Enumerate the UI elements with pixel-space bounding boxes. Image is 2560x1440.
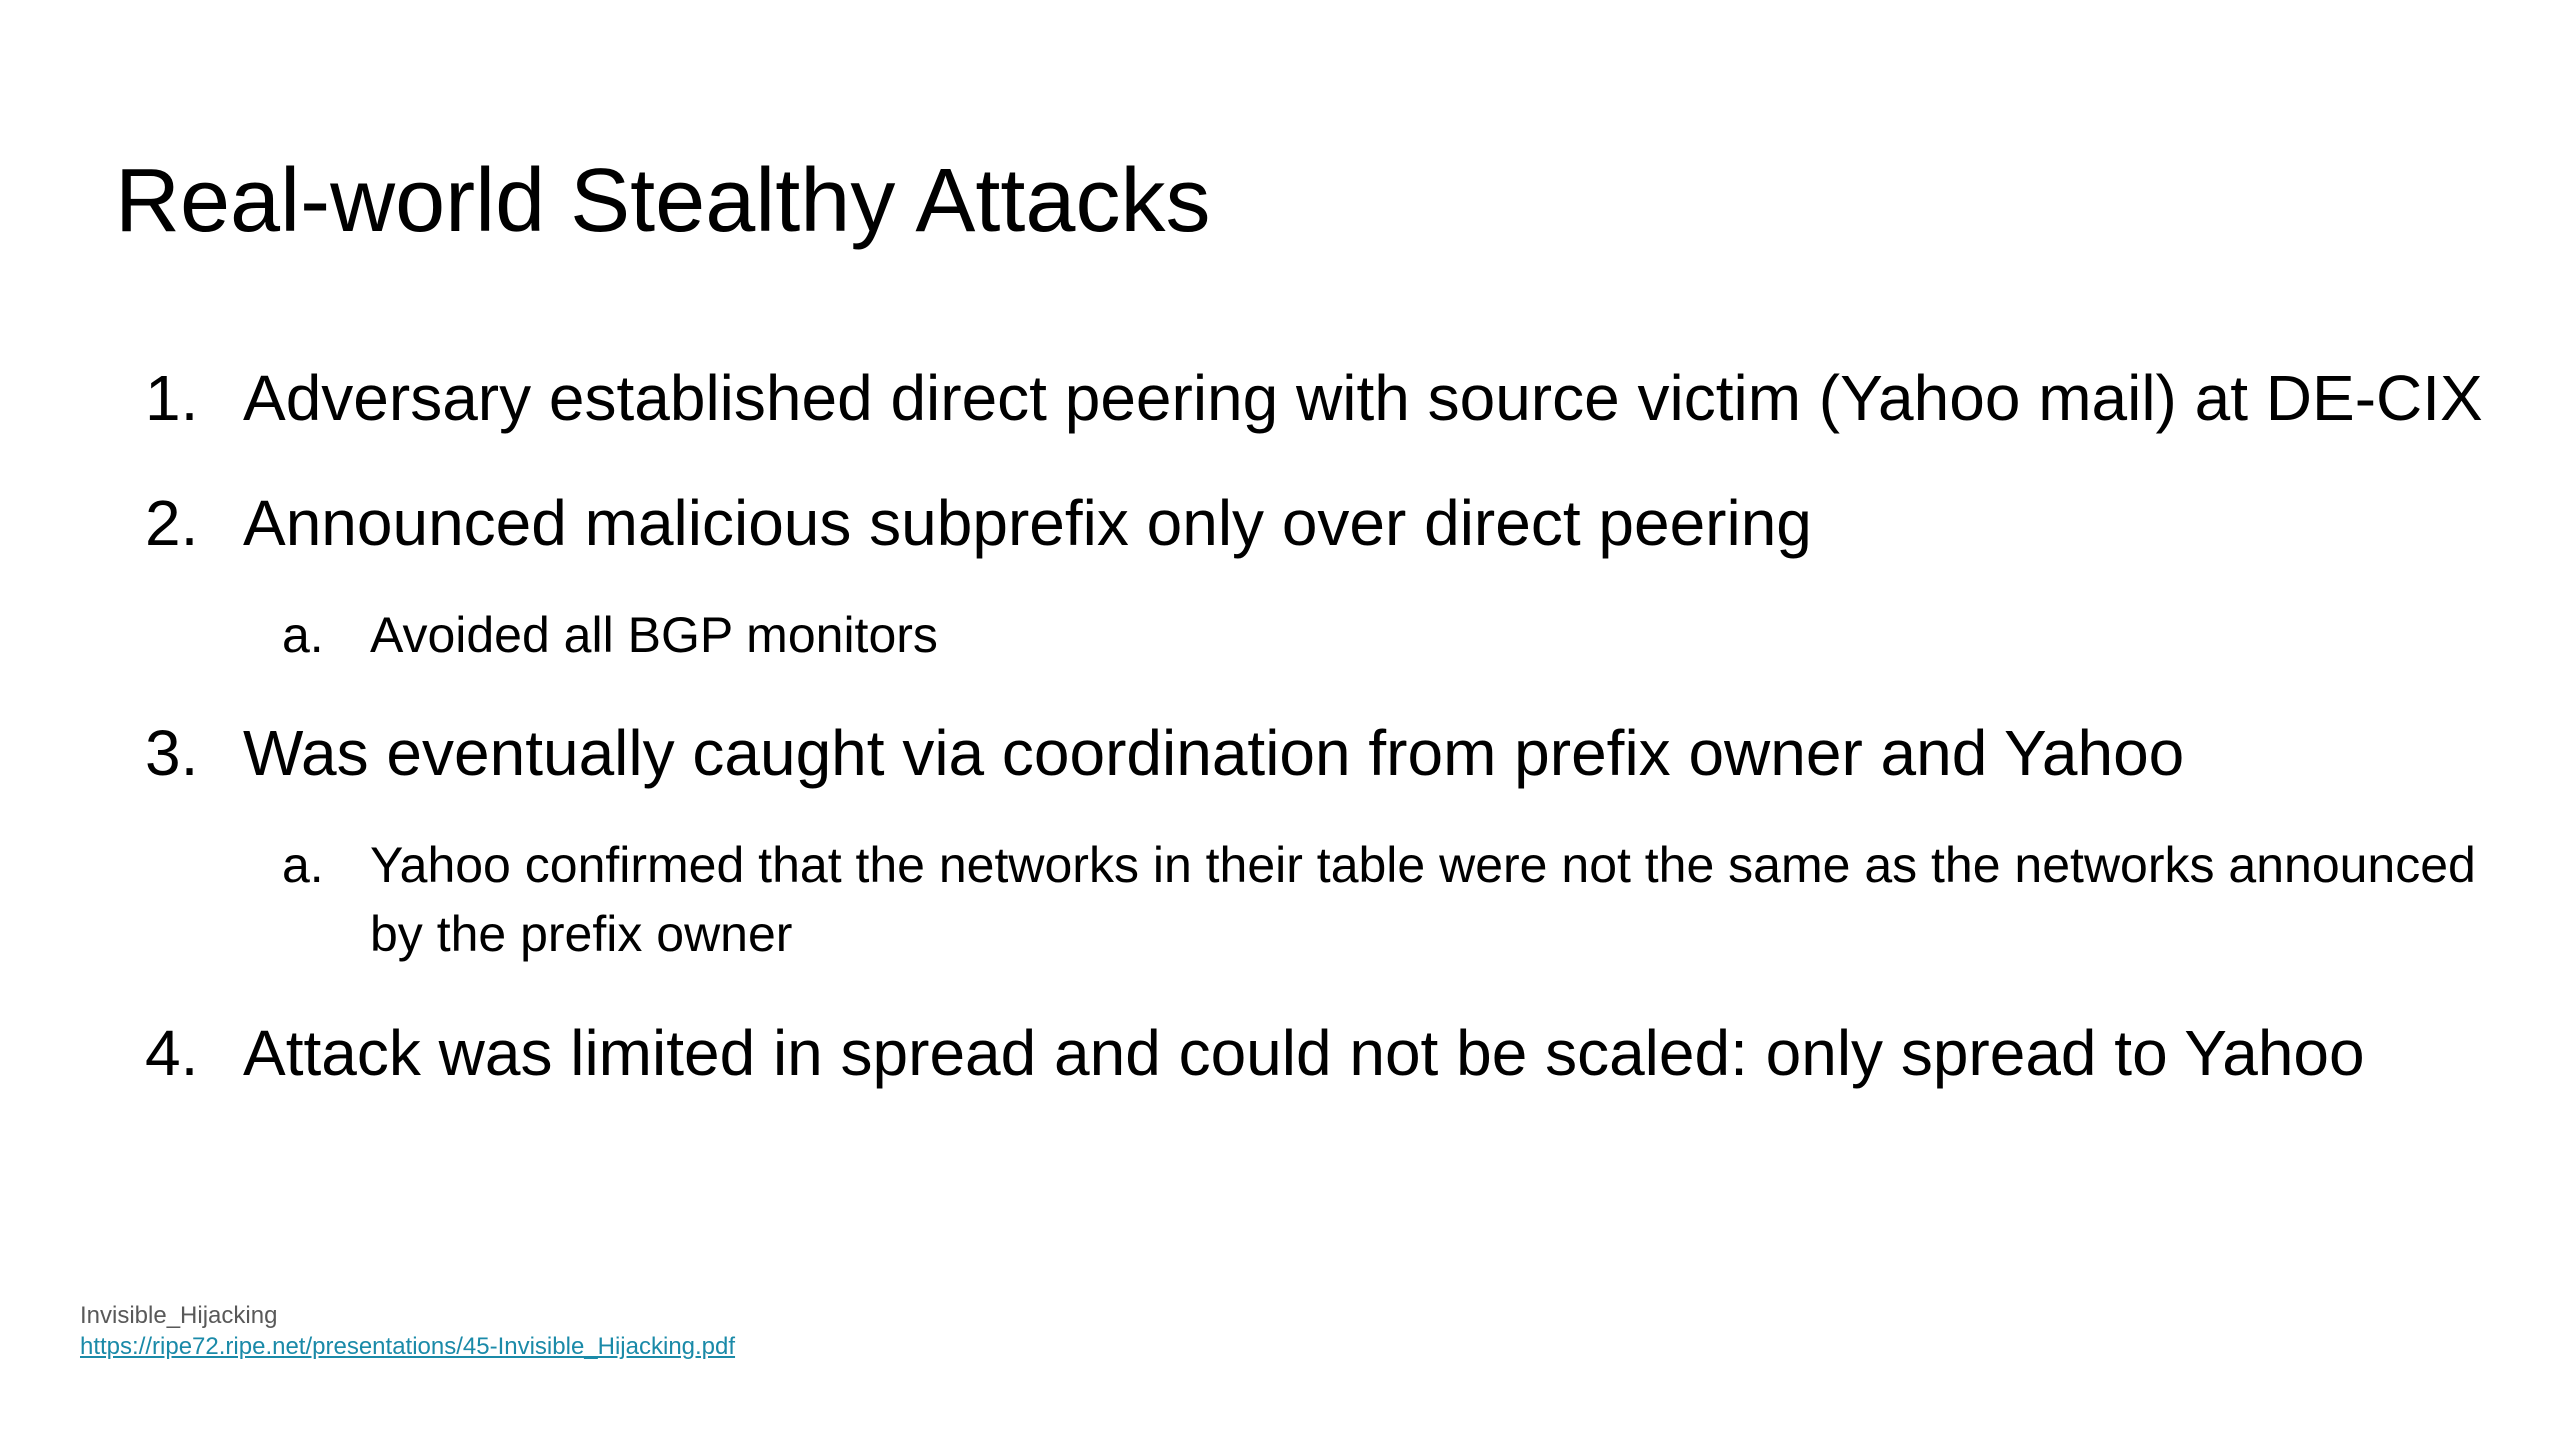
list-item-text: Adversary established direct peering with source victim (Yahoo mail) at DE-CIX [243, 362, 2483, 434]
list-item-text: Attack was limited in spread and could not be scaled: only spread to Yahoo [243, 1017, 2365, 1089]
footer-source-link[interactable]: https://ripe72.ripe.net/presentations/45-Invisible_Hijacking.pdf [80, 1333, 736, 1360]
list-marker: 3. [145, 717, 199, 789]
sub-item-text: Yahoo confirmed that the networks in their table were not the same as the networks announced by the prefix owner [370, 837, 2476, 962]
list-item-text: Announced malicious subprefix only over direct peering [243, 487, 1812, 559]
list-marker: 2. [145, 487, 199, 559]
list-marker: 1. [145, 362, 199, 434]
slide-title: Real-world Stealthy Attacks [115, 151, 1211, 251]
footer-source-label: Invisible_Hijacking [80, 1302, 278, 1329]
sub-item-text: Avoided all BGP monitors [370, 607, 938, 663]
sub-marker: a. [282, 837, 324, 893]
list-item-text: Was eventually caught via coordination from prefix owner and Yahoo [243, 717, 2185, 789]
list-marker: 4. [145, 1017, 199, 1089]
sub-marker: a. [282, 607, 324, 663]
